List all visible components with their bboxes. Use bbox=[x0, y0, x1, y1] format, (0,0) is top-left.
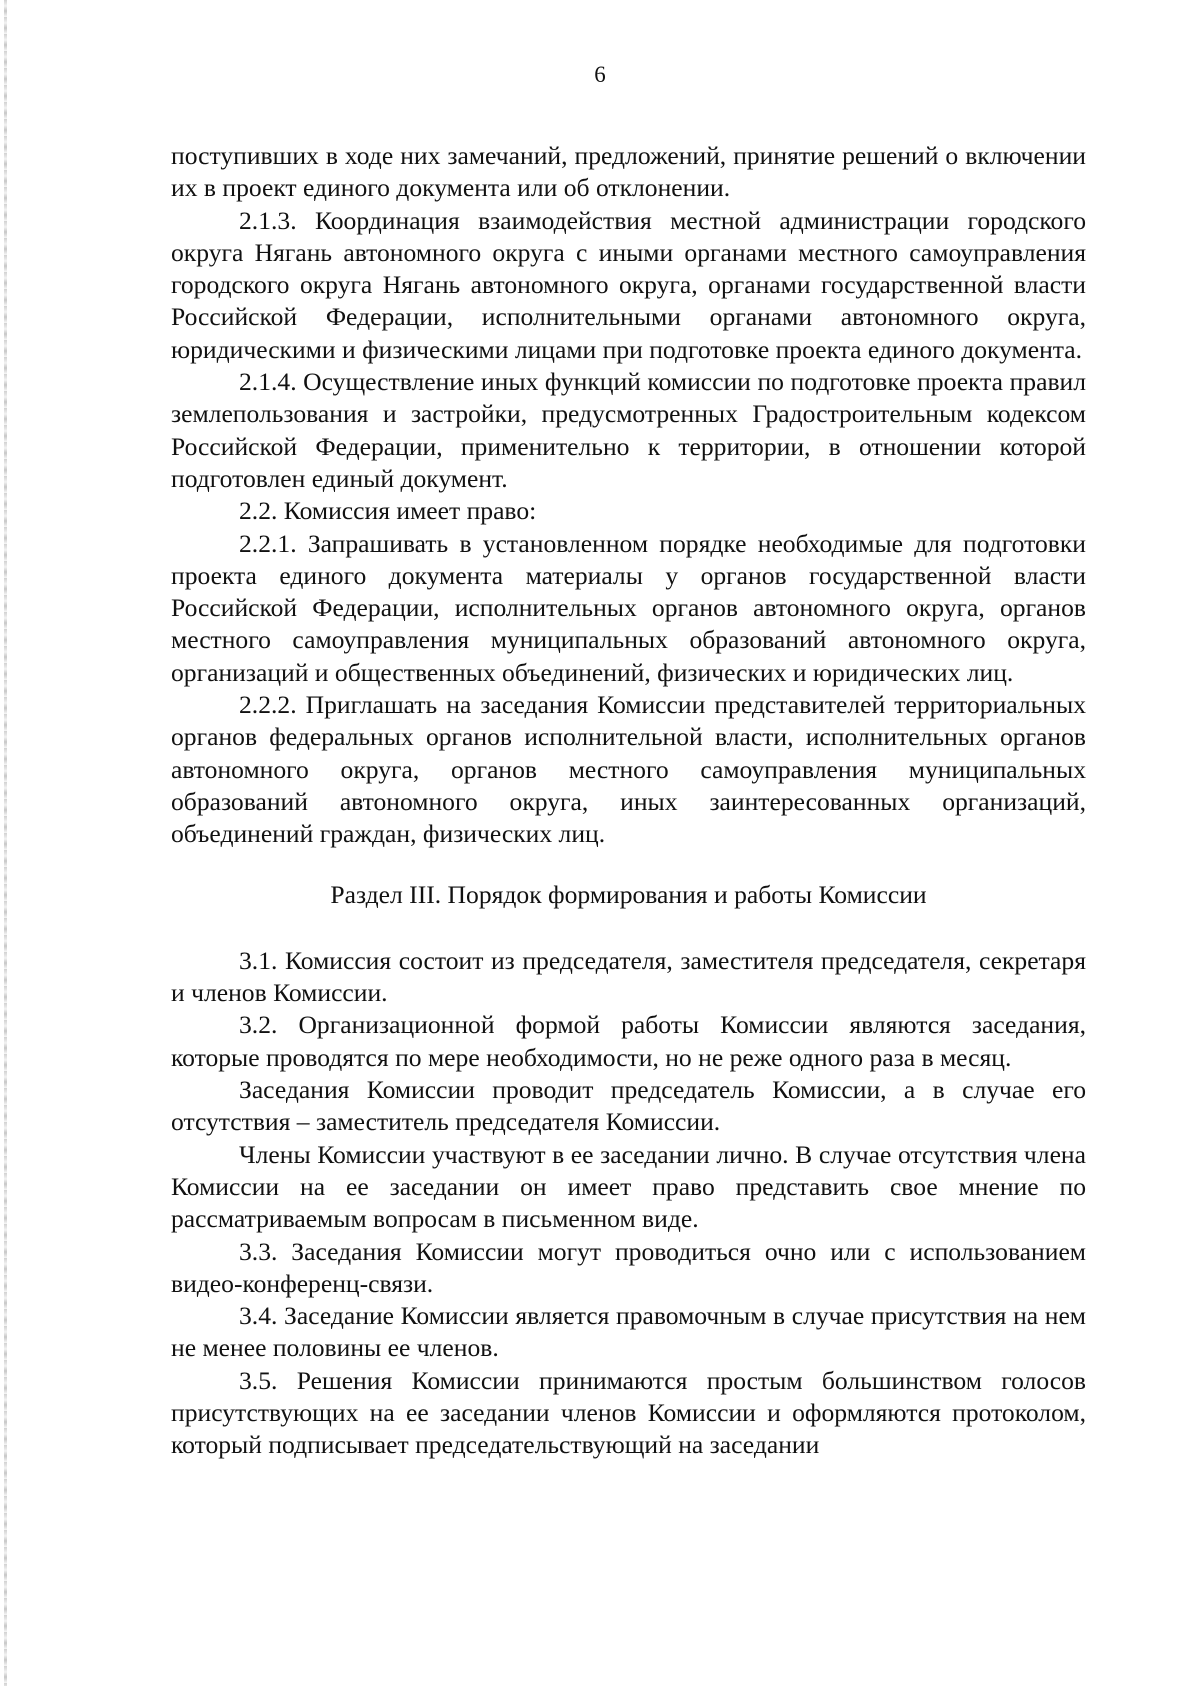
paragraphs-after-section bbox=[171, 945, 1086, 1462]
paragraph: 2.2.2. Приглашать на заседания Комиссии представителей территориальных органов федеральных органов исполнительной власти, исполнительных органов автономного округа, органов местного самоуправления муниципальных образований автономного округа, иных заинтересованных организаций, объединений граждан, физических лиц. bbox=[171, 690, 1086, 849]
paragraph: 2.1.4. Осуществление иных функций комиссии по подготовке проекта правил землепользования и застройки, предусмотренных Градостроительным кодексом Российской Федерации, применительно к территории, в отношении которой подготовлен единый документ. bbox=[171, 367, 1086, 493]
section-heading: Раздел III. Порядок формирования и работы Комиссии bbox=[330, 879, 927, 909]
paragraph: поступивших в ходе них замечаний, предложений, принятие решений о включении их в проект единого документа или об отклонении. bbox=[171, 141, 1086, 203]
paragraph: Члены Комиссии участвуют в ее заседании лично. В случае отсутствия члена Комиссии на ее заседании он имеет право представить свое мнение по рассматриваемым вопросам в письменном виде. bbox=[171, 1139, 1086, 1234]
paragraph: 3.5. Решения Комиссии принимаются простым большинством голосов присутствующих на ее заседании членов Комиссии и оформляются протоколом, который подписывает председательствующий на заседании bbox=[171, 1365, 1086, 1460]
paragraph: 3.1. Комиссия состоит из председателя, заместителя председателя, секретаря и членов Комиссии. bbox=[171, 945, 1086, 1008]
paragraph: 3.2. Организационной формой работы Комиссии являются заседания, которые проводятся по мере необходимости, но не реже одного раза в месяц. bbox=[171, 1010, 1086, 1072]
paragraph: 2.2. Комиссия имеет право: bbox=[239, 496, 537, 526]
page-number: 6 bbox=[594, 62, 606, 87]
paragraph: 2.2.1. Запрашивать в установленном порядке необходимые для подготовки проекта единого документа материалы у органов государственной власти Российской Федерации, исполнительных органов автономного округа, органов местного самоуправления муниципальных образований автономного округа, организаций и общественных объединений, физических и юридических лиц. bbox=[171, 528, 1086, 687]
paragraph: 3.4. Заседание Комиссии является правомочным в случае присутствия на нем не менее половины ее членов. bbox=[171, 1301, 1086, 1363]
paragraphs-before-section bbox=[171, 140, 1086, 851]
paragraph: Заседания Комиссии проводит председатель Комиссии, а в случае его отсутствия – заместитель председателя Комиссии. bbox=[171, 1075, 1086, 1137]
document-body bbox=[171, 140, 1086, 1462]
scan-edge-artifact bbox=[4, 0, 7, 1686]
paragraph: 3.3. Заседания Комиссии могут проводиться очно или с использованием видео-конференц-связи. bbox=[171, 1236, 1086, 1298]
paragraph: 2.1.3. Координация взаимодействия местной администрации городского округа Нягань автономного округа с иными органами местного самоуправления городского округа Нягань автономного округа, органами государственной власти Российской Федерации, исполнительными органами автономного округа, юридическими и физическими лицами при подготовке проекта единого документа. bbox=[171, 205, 1086, 364]
